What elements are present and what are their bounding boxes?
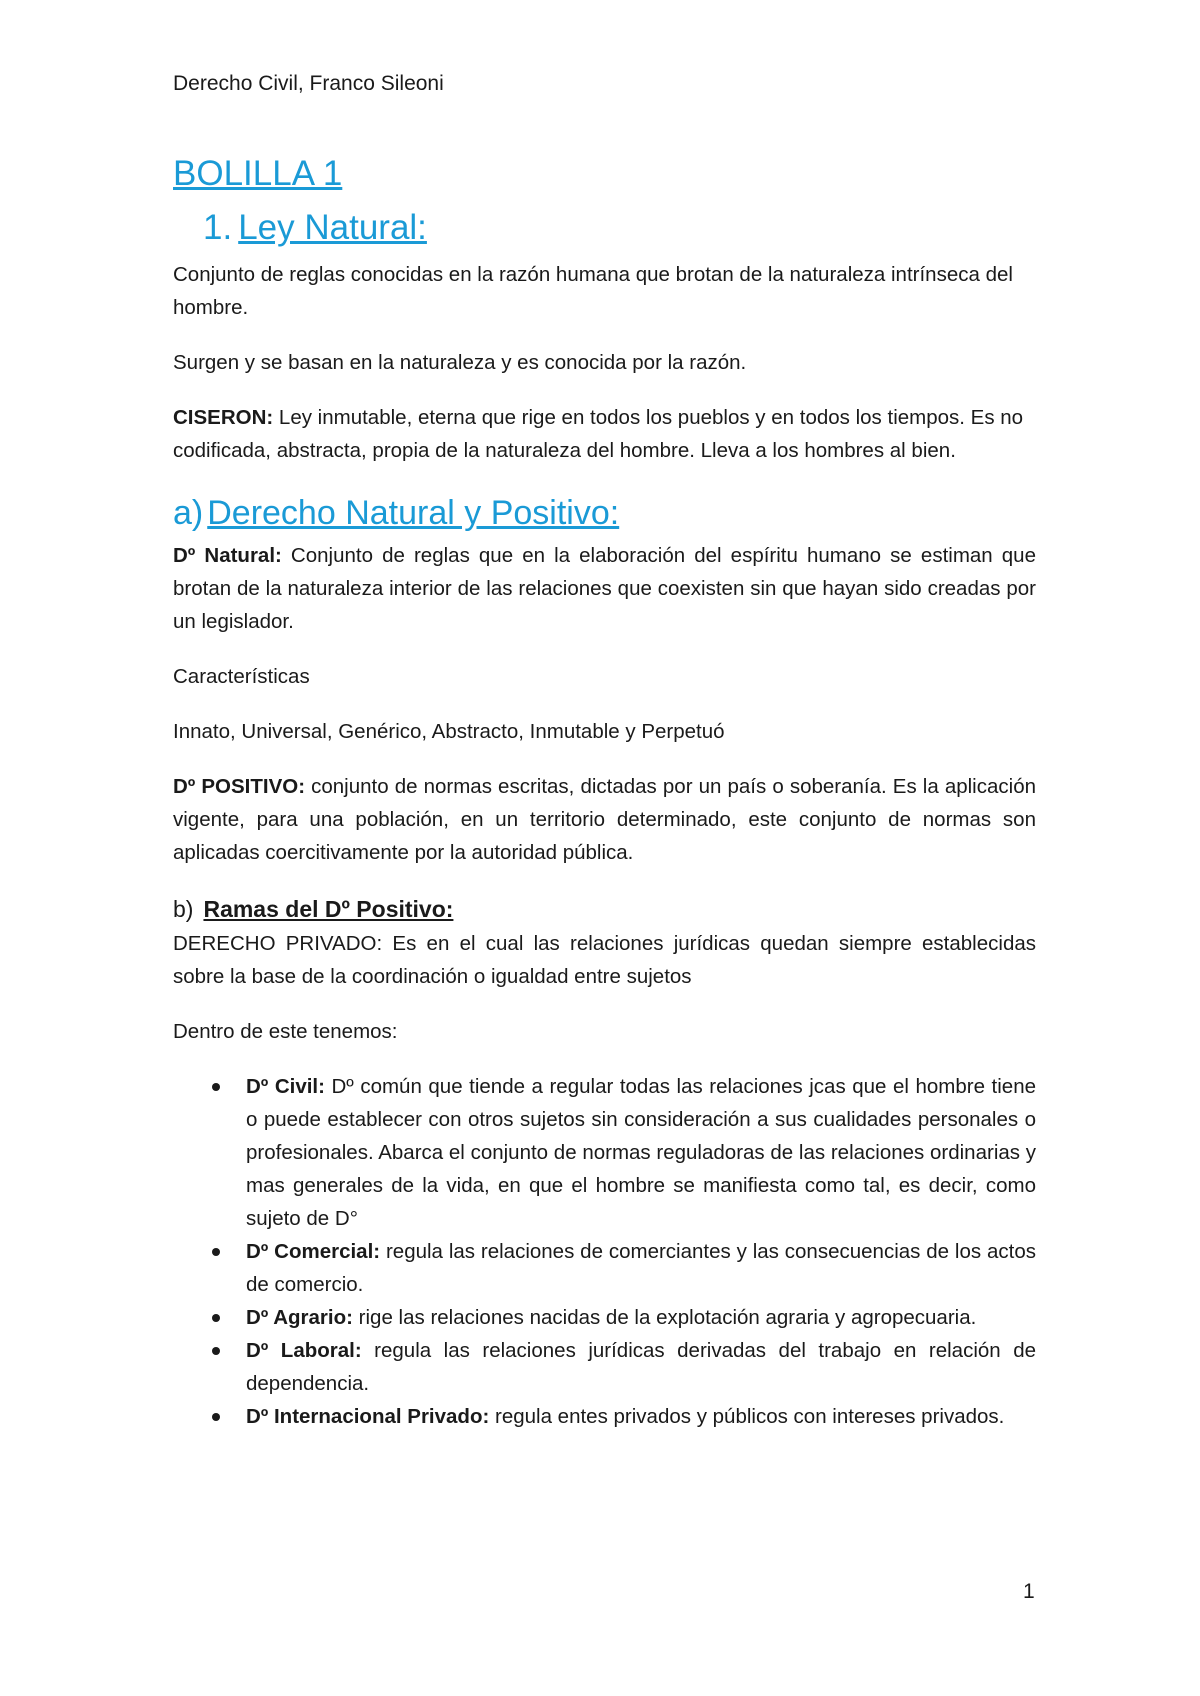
list-item xyxy=(173,1301,1036,1334)
list-item-label: Dº Laboral: xyxy=(246,1339,362,1362)
derecho-positivo-text: conjunto de normas escritas, dictadas por un país o soberanía. Es la aplicación vigente, para una población, en un territorio determinado, este conjunto de normas son aplicadas coercitivamente por la autoridad pública. xyxy=(173,775,1036,864)
dentro-de-este-text: Dentro de este tenemos: xyxy=(173,1020,398,1043)
page-header: Derecho Civil, Franco Sileoni xyxy=(173,72,444,95)
section-1-number: 1. xyxy=(203,208,233,247)
section-1-heading xyxy=(203,204,1036,252)
list-item xyxy=(173,1400,1036,1433)
bullet-icon xyxy=(212,1347,220,1355)
list-item-label: Dº Civil: xyxy=(246,1075,325,1098)
list-item-text: regula las relaciones jurídicas derivadas del trabajo en relación de dependencia. xyxy=(246,1339,1036,1395)
ciseron-text: Ley inmutable, eterna que rige en todos los pueblos y en todos los tiempos. Es no codificada, abstracta, propia de la naturaleza del hombre. Lleva a los hombres al bien. xyxy=(173,406,1024,462)
ley-natural-basis: Surgen y se basan en la naturaleza y es conocida por la razón. xyxy=(173,351,747,374)
ciseron-paragraph xyxy=(173,401,1036,467)
section-b-title: Ramas del Dº Positivo: xyxy=(203,896,454,922)
bullet-icon xyxy=(212,1413,220,1421)
caracteristicas-list: Innato, Universal, Genérico, Abstracto, Inmutable y Perpetuó xyxy=(173,720,725,743)
page-title: BOLILLA 1 xyxy=(173,154,343,193)
list-item-text: regula las relaciones de comerciantes y las consecuencias de los actos de comercio. xyxy=(246,1240,1036,1296)
derecho-positivo-label: Dº POSITIVO: xyxy=(173,775,306,798)
list-item-text: regula entes privados y públicos con intereses privados. xyxy=(489,1405,1005,1428)
derecho-natural-paragraph xyxy=(173,539,1036,638)
derecho-natural-text: Conjunto de reglas que en la elaboración del espíritu humano se estiman que brotan de la naturaleza interior de las relaciones que coexisten sin que hayan sido creadas por un legislador. xyxy=(173,544,1036,633)
section-a-heading xyxy=(173,489,1036,537)
list-item-text: rige las relaciones nacidas de la explotación agraria y agropecuaria. xyxy=(352,1306,977,1329)
bullet-icon xyxy=(212,1083,220,1091)
list-item xyxy=(173,1334,1036,1400)
section-a-letter: a) xyxy=(173,494,204,532)
list-item xyxy=(173,1070,1036,1235)
derecho-natural-label: Dº Natural: xyxy=(173,544,282,567)
list-item-label: Dº Internacional Privado: xyxy=(246,1405,490,1428)
section-b-letter: b) xyxy=(173,896,194,922)
derecho-positivo-paragraph xyxy=(173,770,1036,869)
ramas-list xyxy=(173,1070,1036,1433)
bullet-icon xyxy=(212,1248,220,1256)
section-b-heading xyxy=(173,891,1036,927)
section-a-title: Derecho Natural y Positivo: xyxy=(207,494,620,532)
list-item xyxy=(173,1235,1036,1301)
document-body xyxy=(173,150,1036,1433)
derecho-privado-paragraph: DERECHO PRIVADO: Es en el cual las relaciones jurídicas quedan siempre establecidas sobre la base de la coordinación o igualdad entre sujetos xyxy=(173,932,1036,988)
list-item-label: Dº Agrario: xyxy=(246,1306,353,1329)
section-1-title: Ley Natural: xyxy=(238,208,427,247)
page-number: 1 xyxy=(1023,1580,1035,1603)
list-item-label: Dº Comercial: xyxy=(246,1240,381,1263)
bullet-icon xyxy=(212,1314,220,1322)
caracteristicas-heading: Características xyxy=(173,665,310,688)
ciseron-label: CISERON: xyxy=(173,406,274,429)
list-item-text: Dº común que tiende a regular todas las relaciones jcas que el hombre tiene o puede establecer con otros sujetos sin consideración a sus cualidades personales o profesionales. Abarca el conjunto de normas reguladoras de las relaciones ordinarias y mas generales de la vida, en que el hombre se manifiesta como tal, es decir, como sujeto de D° xyxy=(246,1075,1036,1230)
ley-natural-definition: Conjunto de reglas conocidas en la razón humana que brotan de la naturaleza intrínseca del hombre. xyxy=(173,263,1013,319)
